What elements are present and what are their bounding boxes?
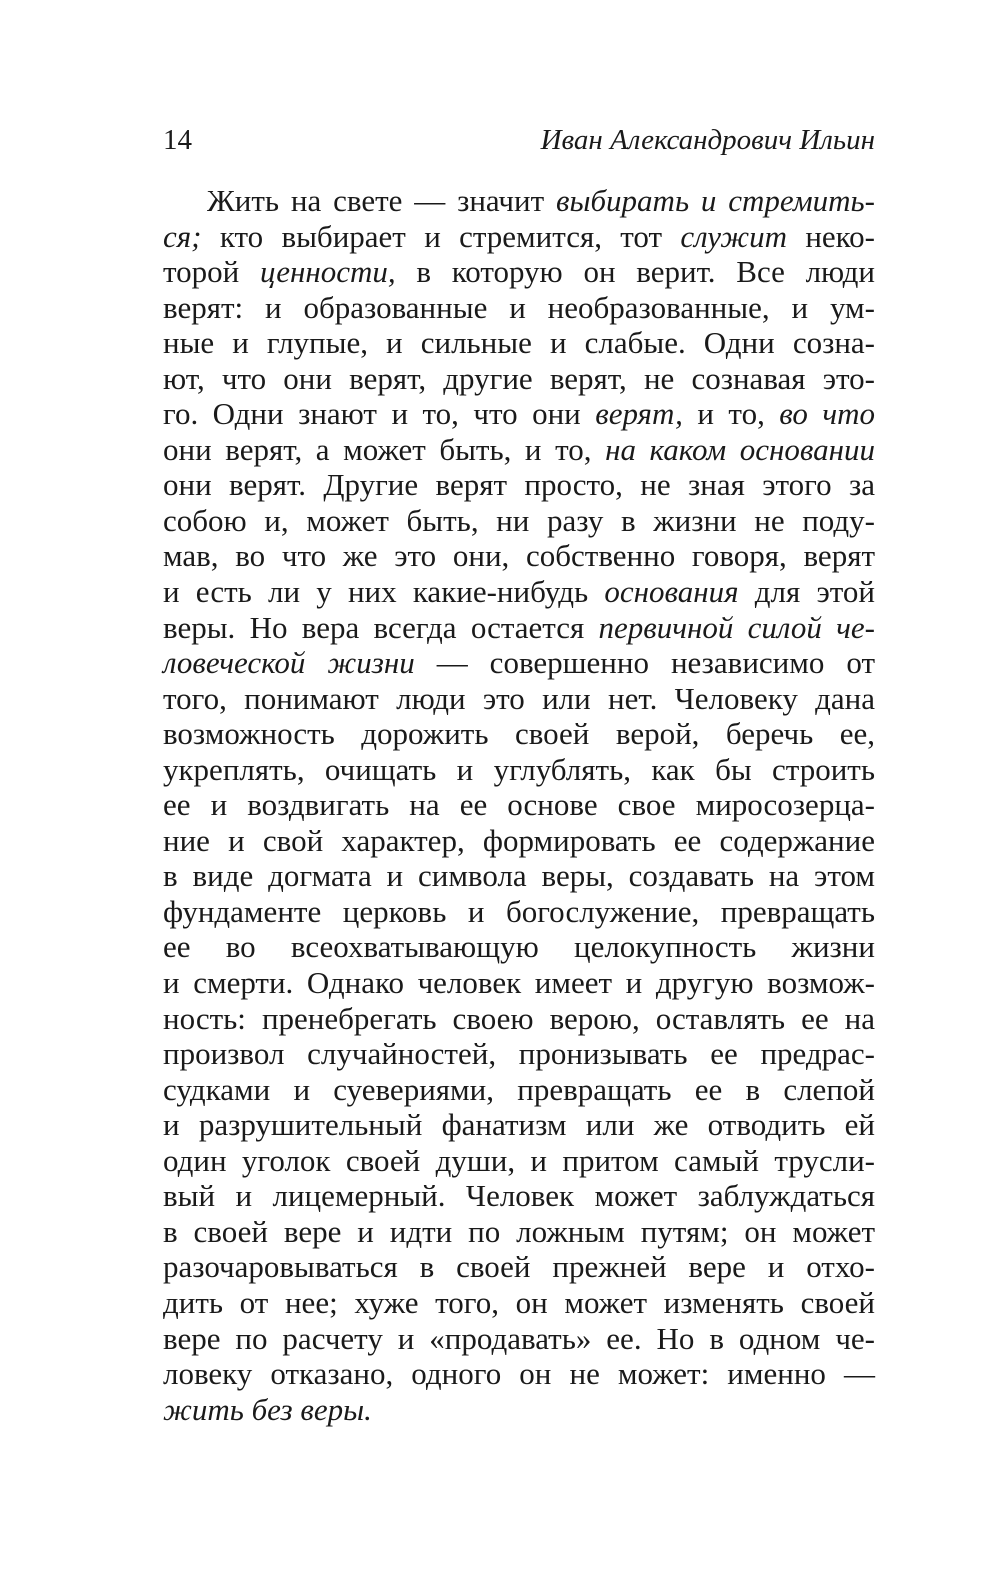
text-run: дить от нее; хуже того, он может изменять своей: [163, 1284, 875, 1320]
text-line: [163, 929, 875, 965]
body-paragraph: [163, 183, 875, 1427]
text-run: в своей вере и идти по ложным путям; он может: [163, 1213, 875, 1249]
text-run: в виде догмата и символа веры, создавать на этом: [163, 858, 875, 894]
text-run: го. Одни знают и то, что они: [163, 396, 596, 432]
text-run: торой: [163, 254, 260, 290]
text-line: [163, 1036, 875, 1072]
text-line: [163, 503, 875, 539]
text-line: [163, 965, 875, 1001]
text-run: ние и свой характер, формировать ее содержание: [163, 822, 875, 858]
italic-text: жить без веры.: [163, 1391, 372, 1427]
text-run: для этой: [738, 574, 875, 610]
text-line: [163, 361, 875, 397]
text-line: [163, 1107, 875, 1143]
text-line: [163, 1356, 875, 1392]
text-line: [163, 858, 875, 894]
text-line: [163, 574, 875, 610]
text-run: того, понимают люди это или нет. Человеку дана: [163, 680, 875, 716]
text-line: [163, 787, 875, 823]
italic-text: выбирать и стремить-: [556, 183, 875, 218]
text-run: ее во всеохватывающую целокупность жизни: [163, 929, 875, 965]
text-line: [163, 1001, 875, 1037]
text-line: [163, 467, 875, 503]
text-run: разочаровываться в своей прежней вере и отхо-: [163, 1249, 875, 1285]
text-run: ловеку отказано, одного он не может: именно —: [163, 1356, 875, 1392]
text-run: ные и глупые, и сильные и слабые. Одни созна-: [163, 325, 875, 361]
text-run: вере по расчету и «продавать» ее. Но в одном че-: [163, 1320, 875, 1356]
text-line: [163, 183, 875, 219]
text-line: [163, 1392, 875, 1428]
italic-text: первичной силой че-: [598, 609, 875, 645]
text-run: фундаменте церковь и богослужение, превращать: [163, 893, 875, 929]
text-line: [163, 716, 875, 752]
text-run: и разрушительный фанатизм или же отводить ей: [163, 1107, 875, 1143]
text-line: [163, 1321, 875, 1357]
running-title: Иван Александрович Ильин: [540, 124, 875, 156]
text-line: [163, 1249, 875, 1285]
text-run: мав, во что же это они, собственно говоря, верят: [163, 538, 875, 574]
italic-text: ся;: [163, 218, 202, 254]
text-line: [163, 681, 875, 717]
text-line: [163, 645, 875, 681]
text-line: [163, 254, 875, 290]
italic-text: верят,: [595, 396, 683, 432]
italic-text: служит: [680, 218, 787, 254]
text-run: они верят, а может быть, и то,: [163, 431, 606, 467]
text-line: [163, 432, 875, 468]
text-line: [163, 396, 875, 432]
text-run: — совершенно независимо от: [414, 645, 875, 681]
text-run: и есть ли у них какие-нибудь: [163, 574, 605, 610]
text-line: [163, 1178, 875, 1214]
text-run: Жить на свете — значит: [207, 183, 557, 218]
text-run: кто выбирает и стремится, тот: [201, 218, 681, 254]
text-run: ность: пренебрегать своею верою, оставлять ее на: [163, 1000, 875, 1036]
text-run: вый и лицемерный. Человек может заблуждаться: [163, 1178, 875, 1214]
text-run: возможность дорожить своей верой, беречь ее,: [163, 716, 875, 752]
text-line: [163, 823, 875, 859]
text-line: [163, 610, 875, 646]
italic-text: ловеческой жизни: [163, 645, 415, 681]
text-line: [163, 1072, 875, 1108]
text-run: произвол случайностей, пронизывать ее предрас-: [163, 1036, 875, 1072]
text-run: в которую он верит. Все люди: [395, 254, 875, 290]
text-line: [163, 538, 875, 574]
text-run: веры. Но вера всегда остается: [163, 609, 599, 645]
text-line: [163, 1143, 875, 1179]
text-line: [163, 219, 875, 255]
text-run: и то,: [682, 396, 780, 432]
text-line: [163, 894, 875, 930]
text-line: [163, 290, 875, 326]
text-line: [163, 752, 875, 788]
text-run: они верят. Другие верят просто, не зная этого за: [163, 467, 875, 503]
text-run: верят: и образованные и необразованные, и ум-: [163, 289, 875, 325]
text-run: собою и, может быть, ни разу в жизни не поду-: [163, 502, 875, 538]
text-run: и смерти. Однако человек имеет и другую возмож-: [163, 965, 875, 1001]
text-line: [163, 1285, 875, 1321]
italic-text: ценности,: [259, 254, 396, 290]
text-run: ют, что они верят, другие верят, не сознавая это-: [163, 360, 875, 396]
page-number: 14: [163, 124, 192, 156]
text-run: укреплять, очищать и углублять, как бы строить: [163, 751, 875, 787]
text-line: [163, 325, 875, 361]
page-header: [163, 118, 875, 160]
italic-text: во что: [779, 396, 875, 432]
text-run: неко-: [786, 218, 875, 254]
text-run: один уголок своей души, и притом самый трусли-: [163, 1142, 875, 1178]
text-run: судками и суевериями, превращать ее в слепой: [163, 1071, 875, 1107]
text-run: ее и воздвигать на ее основе свое миросозерца-: [163, 787, 875, 823]
italic-text: на каком основании: [605, 431, 875, 467]
text-line: [163, 1214, 875, 1250]
italic-text: основания: [604, 574, 739, 610]
